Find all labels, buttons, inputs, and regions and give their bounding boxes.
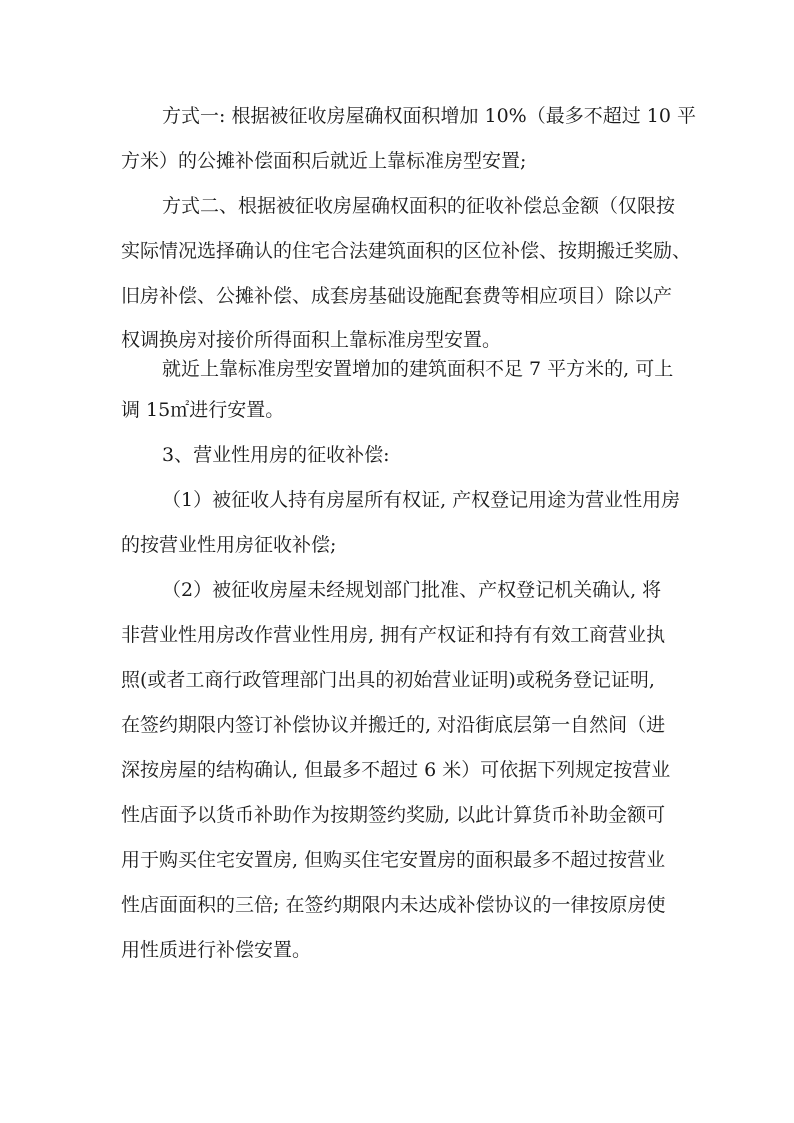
text-line: 方米）的公摊补偿面积后就近上靠标准房型安置; xyxy=(121,150,527,172)
text-line: 非营业性用房改作营业性用房, 拥有产权证和持有有效工商营业执 xyxy=(121,624,666,646)
text-line: 用于购买住宅安置房, 但购买住宅安置房的面积最多不超过按营业 xyxy=(121,849,666,871)
text-line: （2）被征收房屋未经规划部门批准、产权登记机关确认, 将 xyxy=(162,579,662,601)
text-line: 深按房屋的结构确认, 但最多不超过 6 米）可依据下列规定按营业 xyxy=(121,759,671,781)
text-line: 方式二、根据被征收房屋确权面积的征收补偿总金额（仅限按 xyxy=(162,195,676,217)
text-line: 方式一: 根据被征收房屋确权面积增加 10%（最多不超过 10 平 xyxy=(162,105,696,127)
text-line: （1）被征收人持有房屋所有权证, 产权登记用途为营业性用房 xyxy=(162,489,681,511)
text-line: 的按营业性用房征收补偿; xyxy=(121,534,337,556)
text-line: 旧房补偿、公摊补偿、成套房基础设施配套费等相应项目）除以产 xyxy=(121,285,673,307)
text-line: 就近上靠标准房型安置增加的建筑面积不足 7 平方米的, 可上 xyxy=(162,358,674,380)
text-line: 在签约期限内签订补偿协议并搬迁的, 对沿街底层第一自然间（进 xyxy=(121,714,666,736)
text-line: 用性质进行补偿安置。 xyxy=(121,939,312,961)
text-line: 照(或者工商行政管理部门出具的初始营业证明)或税务登记证明, xyxy=(121,669,655,691)
text-line: 权调换房对接价所得面积上靠标准房型安置。 xyxy=(121,329,502,351)
text-line: 性店面面积的三倍; 在签约期限内未达成补偿协议的一律按原房使 xyxy=(121,894,666,916)
text-line: 实际情况选择确认的住宅合法建筑面积的区位补偿、按期搬迁奖励、 xyxy=(121,240,692,262)
section-heading: 3、营业性用房的征收补偿: xyxy=(162,444,390,466)
text-line: 调 15㎡进行安置。 xyxy=(121,399,285,421)
text-line: 性店面予以货币补助作为按期签约奖励, 以此计算货币补助金额可 xyxy=(121,804,666,826)
